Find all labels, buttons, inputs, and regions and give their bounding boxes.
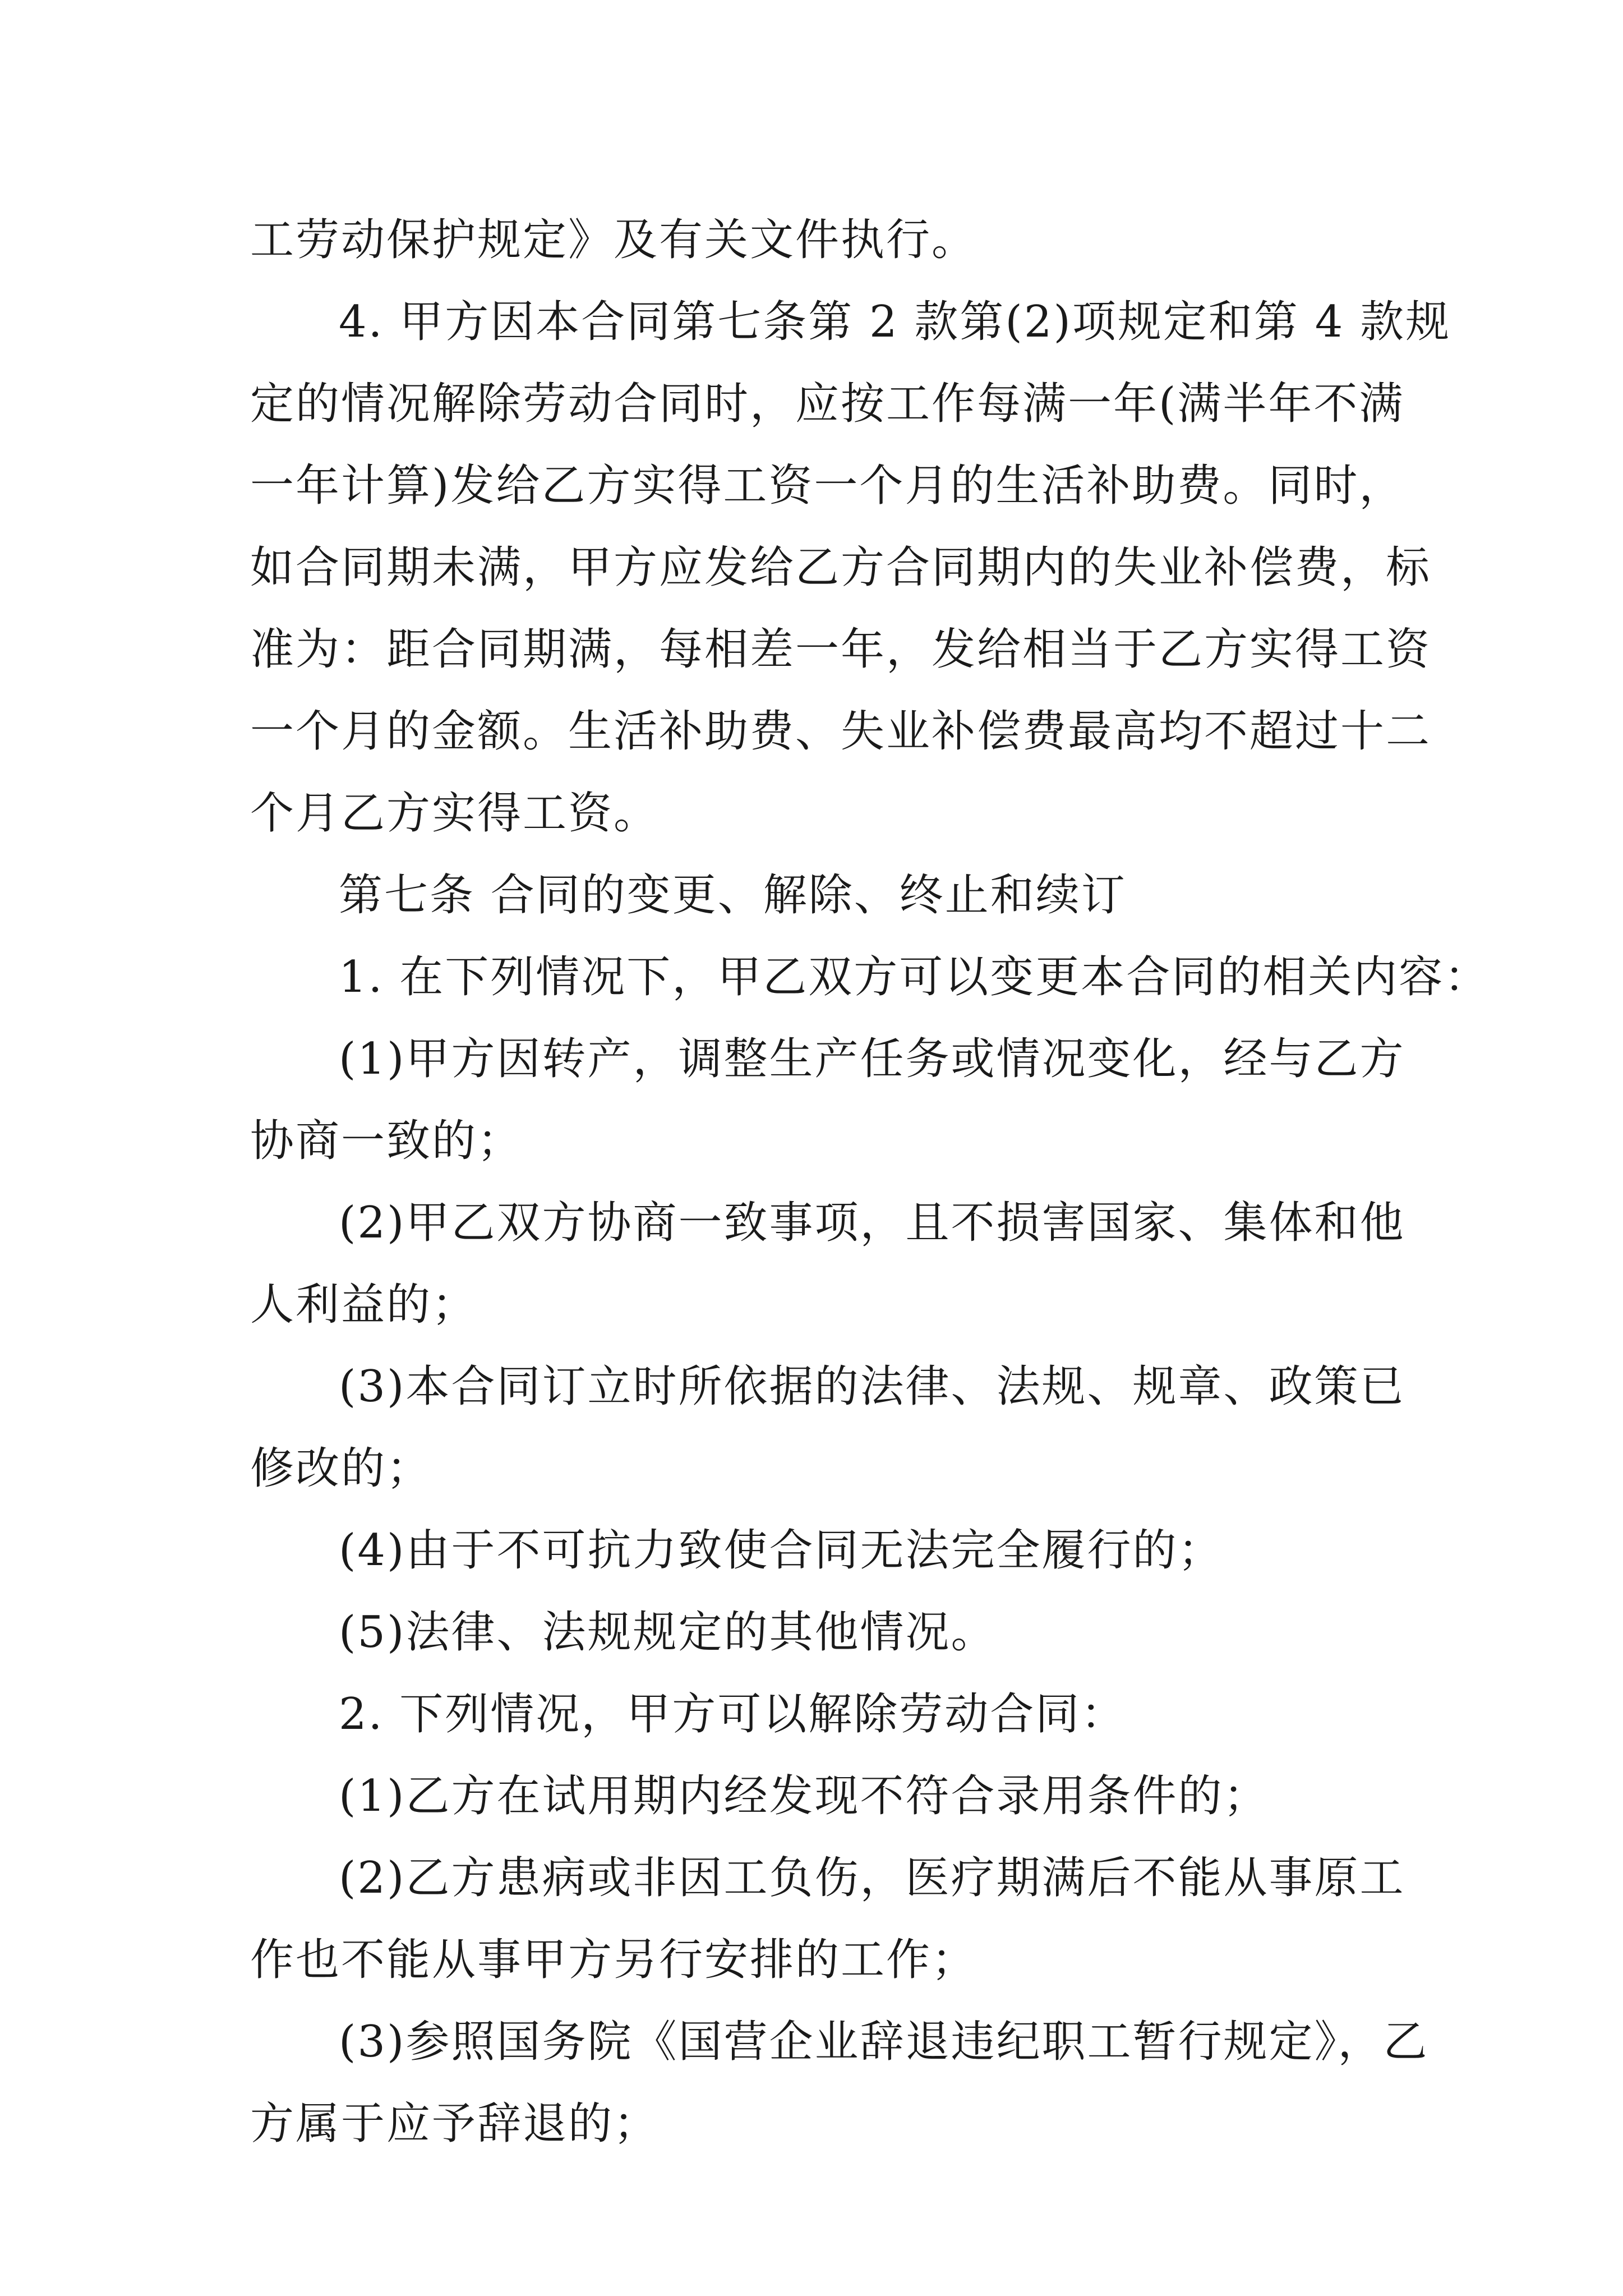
text-line: 一个月的金额。生活补助费、失业补偿费最高均不超过十二 [250, 706, 1432, 757]
text-line: (3)本合同订立时所依据的法律、法规、规章、政策已 [339, 1361, 1405, 1412]
text-line: 人利益的； [250, 1280, 478, 1330]
text-line: 2. 下列情况，甲方可以解除劳动合同： [339, 1689, 1127, 1740]
text-line: 定的情况解除劳动合同时，应按工作每满一年(满半年不满 [250, 379, 1405, 429]
text-line: 1. 在下列情况下，甲乙双方可以变更本合同的相关内容： [339, 952, 1490, 1002]
text-line: (1)乙方在试用期内经发现不符合录用条件的； [339, 1771, 1269, 1821]
text-line: 工劳动保护规定》及有关文件执行。 [250, 215, 978, 265]
text-line: 如合同期未满，甲方应发给乙方合同期内的失业补偿费，标 [250, 542, 1432, 593]
text-line: 协商一致的； [250, 1116, 523, 1166]
document-body [250, 199, 1490, 2165]
text-line: 方属于应予辞退的； [250, 2099, 660, 2149]
section-heading: 第七条 合同的变更、解除、终止和续订 [339, 870, 1127, 921]
text-line: 4. 甲方因本合同第七条第 2 款第(2)项规定和第 4 款规 [339, 297, 1451, 347]
text-line: 修改的； [250, 1443, 432, 1494]
text-line: (5)法律、法规规定的其他情况。 [339, 1607, 997, 1658]
text-line: 个月乙方实得工资。 [250, 788, 660, 839]
text-line: (1)甲方因转产，调整生产任务或情况变化，经与乙方 [339, 1034, 1405, 1084]
text-line: 一年计算)发给乙方实得工资一个月的生活补助费。同时， [250, 461, 1405, 511]
text-line: (2)甲乙双方协商一致事项，且不损害国家、集体和他 [339, 1198, 1405, 1248]
text-line: (3)参照国务院《国营企业辞退违纪职工暂行规定》，乙 [339, 2017, 1429, 2067]
text-line: 作也不能从事甲方另行安排的工作； [250, 1935, 978, 1985]
text-line: (2)乙方患病或非因工负伤，医疗期满后不能从事原工 [339, 1853, 1405, 1903]
text-line: (4)由于不可抗力致使合同无法完全履行的； [339, 1525, 1224, 1576]
text-line: 准为：距合同期满，每相差一年，发给相当于乙方实得工资 [250, 624, 1432, 675]
